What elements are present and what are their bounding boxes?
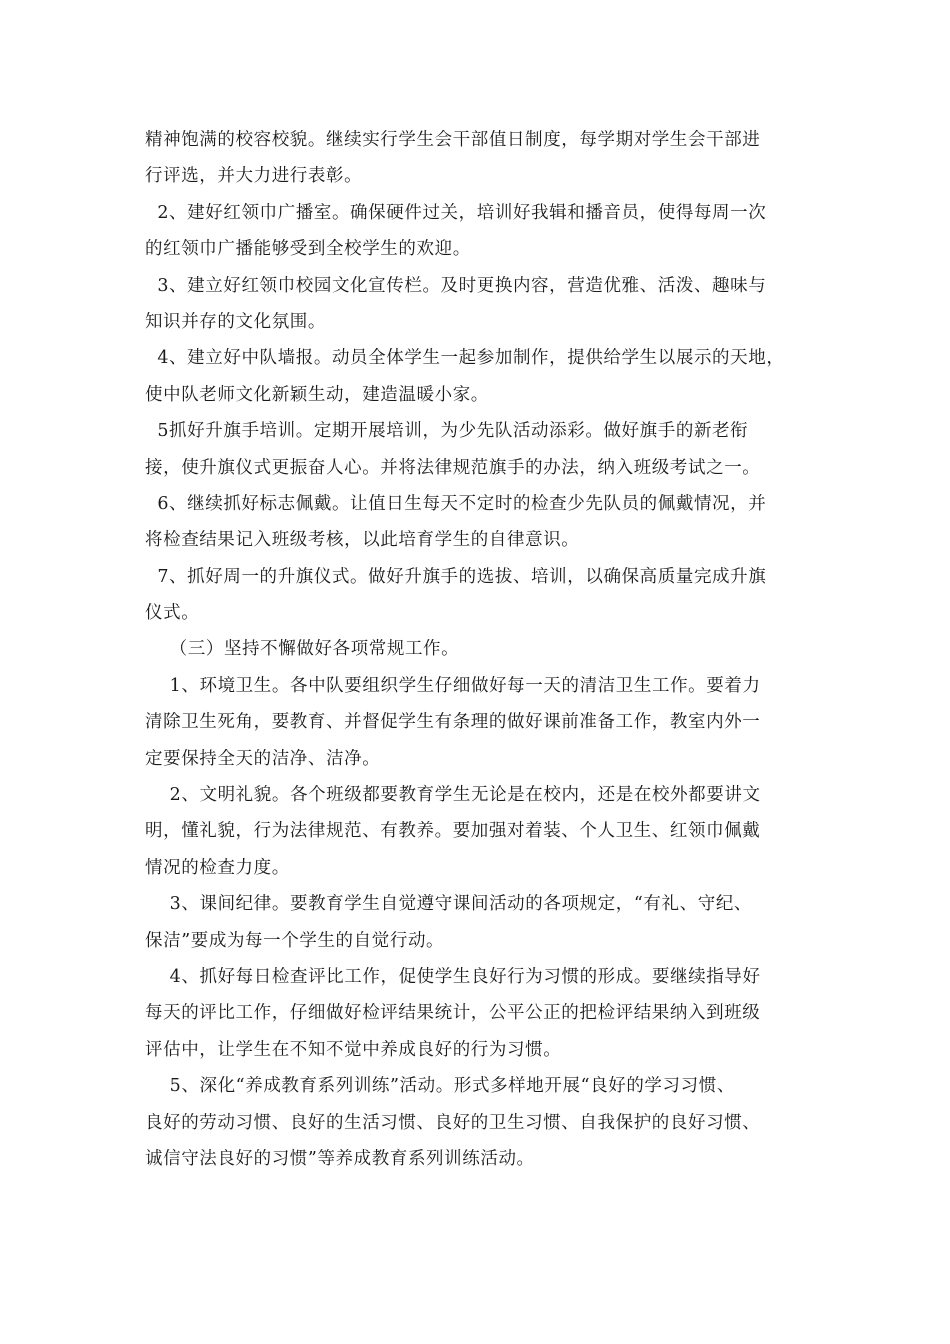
text-line: 明，懂礼貌，行为法律规范、有教养。要加强对着装、个人卫生、红领巾佩戴 [145, 821, 761, 842]
text-line: 良好的劳动习惯、良好的生活习惯、良好的卫生习惯、自我保护的良好习惯、 [145, 1112, 761, 1133]
text-line: （三）坚持不懈做好各项常规工作。 [145, 639, 460, 660]
text-line: 2、文明礼貌。各个班级都要教育学生无论是在校内，还是在校外都要讲文 [145, 785, 761, 806]
text-line: 评估中，让学生在不知不觉中养成良好的行为习惯。 [145, 1039, 562, 1060]
document-body [145, 122, 815, 1177]
text-line: 每天的评比工作，仔细做好检评结果统计，公平公正的把检评结果纳入到班级 [145, 1003, 761, 1024]
text-line: 3、建立好红领巾校园文化宣传栏。及时更换内容，营造优雅、活泼、趣味与 [145, 275, 767, 296]
text-line: 7、抓好周一的升旗仪式。做好升旗手的选拔、培训，以确保高质量完成升旗 [145, 566, 767, 587]
text-line: 保洁”要成为每一个学生的自觉行动。 [145, 930, 445, 951]
text-line: 2、建好红领巾广播室。确保硬件过关，培训好我辑和播音员，使得每周一次 [145, 202, 767, 223]
text-line: 将检查结果记入班级考核，以此培育学生的自律意识。 [145, 530, 580, 551]
text-line: 行评选，并大力进行表彰。 [145, 166, 363, 187]
text-line: 情况的检查力度。 [145, 857, 290, 878]
text-line: 6、继续抓好标志佩戴。让值日生每天不定时的检查少先队员的佩戴情况，并 [145, 493, 767, 514]
text-line: 接，使升旗仪式更振奋人心。并将法律规范旗手的办法，纳入班级考试之一。 [145, 457, 761, 478]
text-line: 定要保持全天的洁净、洁净。 [145, 748, 381, 769]
text-line: 3、课间纪律。要教育学生自觉遵守课间活动的各项规定，“有礼、守纪、 [145, 894, 753, 915]
text-line: 1、环境卫生。各中队要组织学生仔细做好每一天的清洁卫生工作。要着力 [145, 675, 761, 696]
text-line: 精神饱满的校容校貌。继续实行学生会干部值日制度，每学期对学生会干部进 [145, 130, 761, 150]
text-line: 5抓好升旗手培训。定期开展培训，为少先队活动添彩。做好旗手的新老衔 [145, 421, 749, 442]
text-line: 知识并存的文化氛围。 [145, 311, 326, 332]
text-line: 仪式。 [145, 603, 200, 624]
text-line: 4、抓好每日检查评比工作，促使学生良好行为习惯的形成。要继续指导好 [145, 966, 761, 987]
text-line: 诚信守法良好的习惯”等养成教育系列训练活动。 [145, 1148, 535, 1169]
text-line: 4、建立好中队墙报。动员全体学生一起参加制作，提供给学生以展示的天地， [145, 348, 785, 369]
text-line: 的红领巾广播能够受到全校学生的欢迎。 [145, 239, 471, 260]
text-line: 使中队老师文化新颖生动，建造温暖小家。 [145, 384, 489, 405]
text-line: 5、深化“养成教育系列训练”活动。形式多样地开展“良好的学习习惯、 [145, 1076, 735, 1097]
text-line: 清除卫生死角，要教育、并督促学生有条理的做好课前准备工作，教室内外一 [145, 712, 761, 733]
